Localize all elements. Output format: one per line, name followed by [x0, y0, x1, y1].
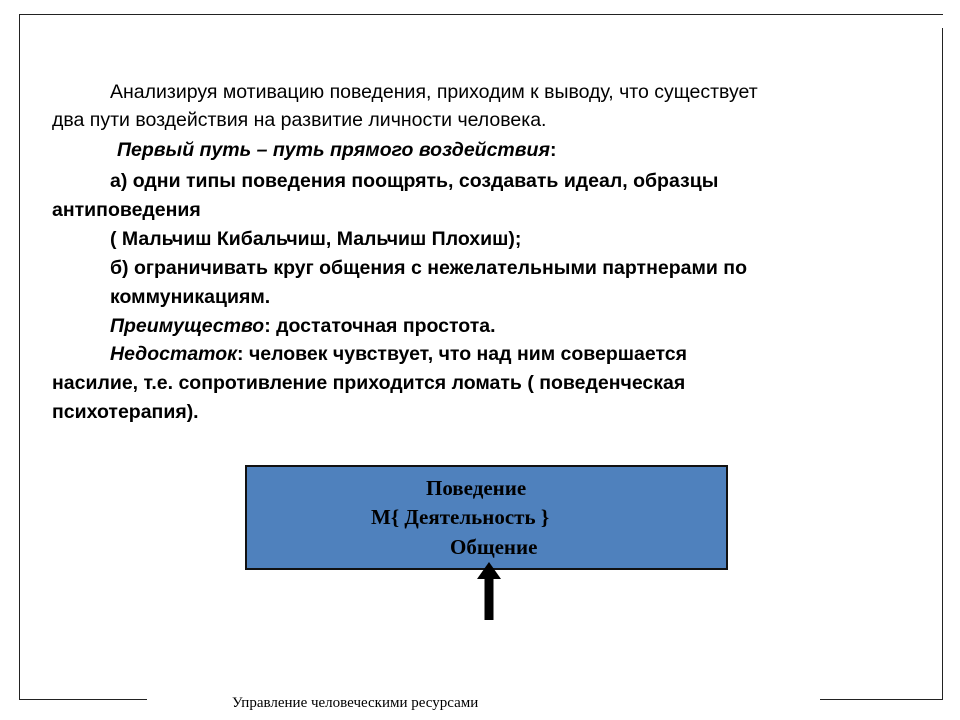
- disadvantage-label: Недостаток: [110, 343, 238, 365]
- disadvantage-line: [110, 342, 687, 366]
- first-way-title: Первый путь – путь прямого воздействия: [117, 139, 550, 161]
- frame-right-border: [942, 28, 943, 700]
- arrow-up-icon: [474, 562, 504, 620]
- footer-caption: Управление человеческими ресурсами: [232, 695, 479, 711]
- paragraph-line-1: Анализируя мотивацию поведения, приходим к выводу, что существует: [110, 81, 758, 103]
- box-line-activity: М{ Деятельность }: [371, 505, 550, 529]
- item-a-line-3: ( Мальчиш Кибальчиш, Мальчиш Плохиш);: [110, 228, 522, 250]
- arrow-shaft: [485, 576, 494, 620]
- advantage-label: Преимущество: [110, 315, 265, 337]
- first-way-colon: :: [549, 139, 557, 161]
- behavior-box: [245, 465, 728, 570]
- item-b-line-2: коммуникациям.: [110, 286, 271, 308]
- frame-bottom-right-border: [820, 699, 943, 700]
- arrow-head: [477, 562, 501, 579]
- box-line-communication: Общение: [450, 535, 538, 559]
- item-a-line-2: антиповедения: [52, 199, 201, 221]
- disadvantage-line-3: психотерапия).: [52, 401, 199, 423]
- item-b-line-1: б) ограничивать круг общения с нежелательными партнерами по: [110, 257, 747, 279]
- advantage-text: : достаточная простота.: [264, 315, 496, 337]
- frame-left-border: [19, 14, 20, 700]
- paragraph-line-2: два пути воздействия на развитие личности человека.: [52, 109, 547, 131]
- disadvantage-text: : человек чувствует, что над ним совершается: [237, 343, 687, 365]
- item-a-line-1: а) одни типы поведения поощрять, создавать идеал, образцы: [110, 170, 719, 192]
- disadvantage-line-2: насилие, т.е. сопротивление приходится ломать ( поведенческая: [52, 372, 686, 394]
- box-line-behavior: Поведение: [426, 476, 527, 500]
- frame-top-border: [19, 14, 943, 15]
- frame-bottom-left-border: [19, 699, 147, 700]
- advantage-line: [110, 314, 496, 338]
- first-way-heading: [117, 138, 556, 162]
